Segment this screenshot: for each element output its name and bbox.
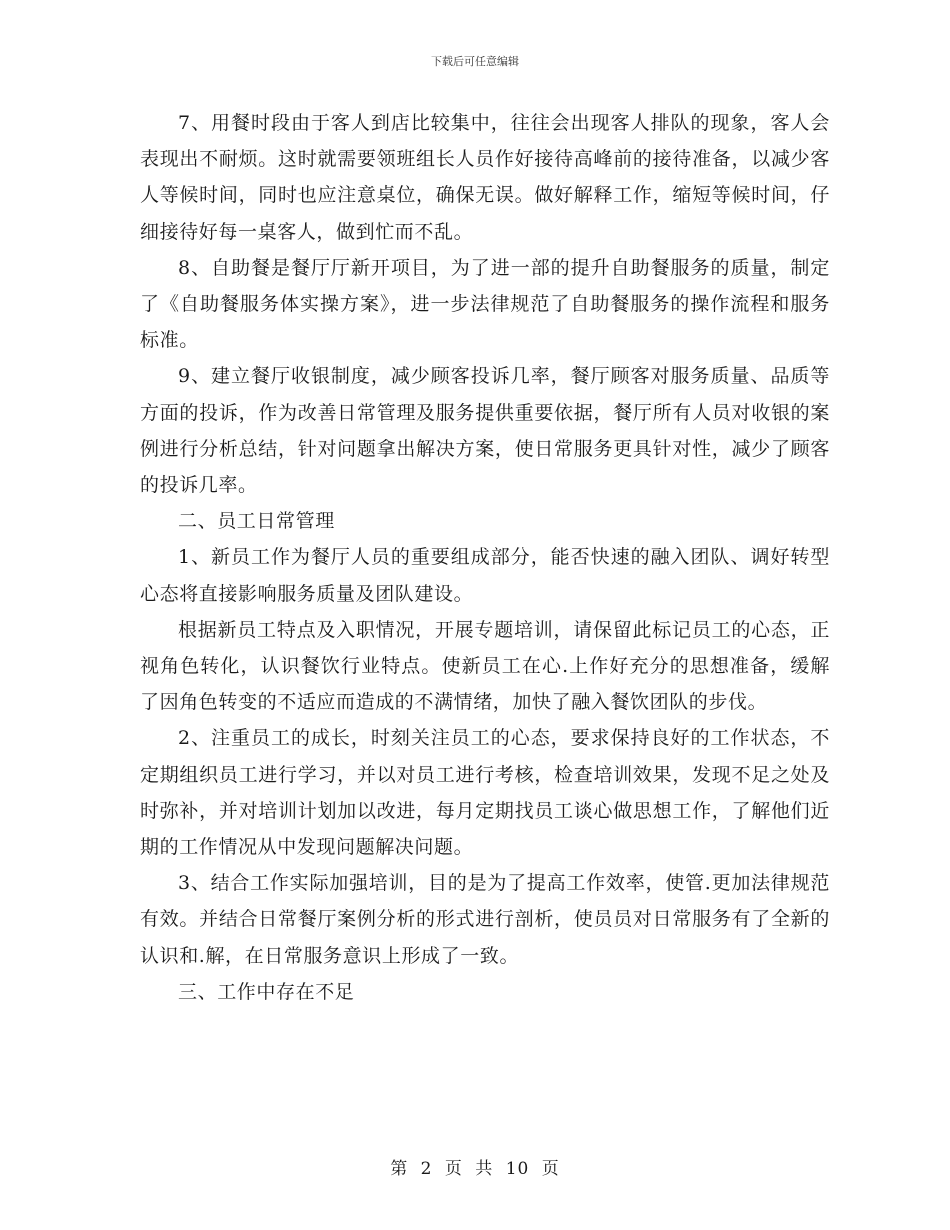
document-body bbox=[140, 105, 830, 1010]
footer-current-page: 2 bbox=[420, 1159, 433, 1179]
header-note: 下载后可任意编辑 bbox=[431, 55, 519, 68]
footer-prefix: 第 bbox=[390, 1159, 409, 1179]
section-heading-staff-management: 二、员工日常管理 bbox=[178, 510, 335, 533]
section-heading-shortcomings: 三、工作中存在不足 bbox=[178, 980, 355, 1003]
paragraph-new-staff-training: 根据新员工特点及入职情况，开展专题培训，请保留此标记员工的心态，正视角色转化，认识餐饮行业特点。使新员工在心.上作好充分的思想准备，缓解了因角色转变的不适应而造成的不满情绪，加快了融入餐饮团队的步伐。 bbox=[140, 618, 830, 714]
page-footer bbox=[0, 1154, 950, 1179]
footer-total-word: 共 bbox=[475, 1159, 494, 1179]
paragraph-staff-3: 3、结合工作实际加强培训，目的是为了提高工作效率，使管.更加法律规范有效。并结合日常餐厅案例分析的形式进行剖析，使员员对日常服务有了全新的认识和.解，在日常服务意识上形成了一致。 bbox=[140, 872, 830, 967]
footer-page-word: 页 bbox=[444, 1159, 463, 1179]
paragraph-staff-1: 1、新员工作为餐厅人员的重要组成部分，能否快速的融入团队、调好转型心态将直接影响服务质量及团队建设。 bbox=[140, 546, 830, 605]
paragraph-staff-2: 2、注重员工的成长，时刻关注员工的心态，要求保持良好的工作状态，不定期组织员工进行学习，并以对员工进行考核，检查培训效果，发现不足之处及时弥补，并对培训计划加以改进，每月定期找员工谈心做思想工作，了解他们近期的工作情况从中发现问题解决问题。 bbox=[140, 727, 830, 859]
footer-total-pages: 10 bbox=[505, 1159, 530, 1179]
paragraph-9: 9、建立餐厅收银制度，减少顾客投诉几率，餐厅顾客对服务质量、品质等方面的投诉，作为改善日常管理及服务提供重要依据，餐厅所有人员对收银的案例进行分析总结，针对问题拿出解决方案，使日常服务更具针对性，减少了顾客的投诉几率。 bbox=[140, 365, 830, 497]
paragraph-8: 8、自助餐是餐厅厅新开项目，为了进一部的提升自助餐服务的质量，制定了《自助餐服务体实操方案》，进一步法律规范了自助餐服务的操作流程和服务标准。 bbox=[140, 256, 830, 352]
footer-suffix: 页 bbox=[541, 1159, 560, 1179]
paragraph-7: 7、用餐时段由于客人到店比较集中，往往会出现客人排队的现象，客人会表现出不耐烦。这时就需要领班组长人员作好接待高峰前的接待准备，以减少客人等候时间，同时也应注意桌位，确保无误。做好解释工作，缩短等候时间，仔细接待好每一桌客人，做到忙而不乱。 bbox=[140, 112, 830, 243]
